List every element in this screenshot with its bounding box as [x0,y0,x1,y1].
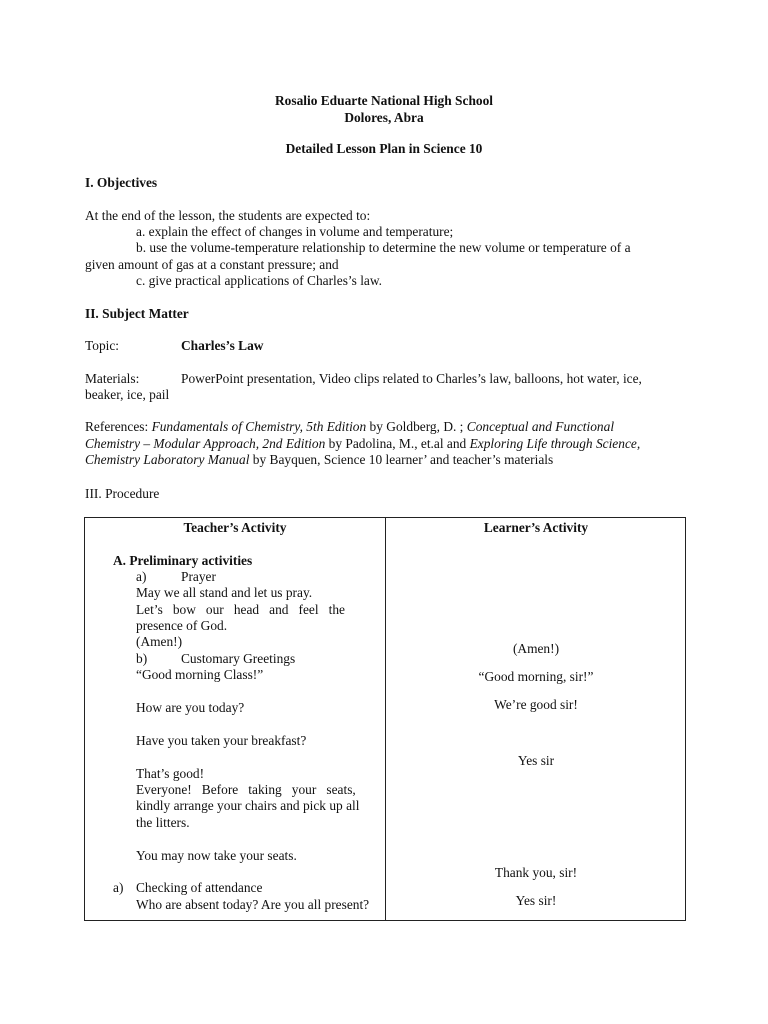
objective-a: a. explain the effect of changes in volume and temperature; [136,224,454,239]
prayer-label: a) [136,569,147,584]
teacher-breakfast: Have you taken your breakfast? [136,733,307,748]
teacher-pray-line1: May we all stand and let us pray. [136,585,313,600]
procedure-table [84,517,686,921]
objectives-intro: At the end of the lesson, the students are expected to: [85,208,371,223]
procedure-heading: III. Procedure [85,486,160,501]
topic-label: Topic: [85,338,120,353]
reference-title-3a: Exploring Life through Science, [469,436,641,451]
objective-b-line1: b. use the volume-temperature relationship to determine the new volume or temperature of a [136,240,631,255]
teacher-everyone-line3: the litters. [136,815,190,830]
objective-b-line2: given amount of gas at a constant pressure; and [85,257,339,272]
teacher-pray-line3: presence of God. [136,618,228,633]
reference-author-1: by Goldberg, D. ; [369,419,464,434]
teacher-amen: (Amen!) [136,634,183,649]
teacher-everyone-line2: kindly arrange your chairs and pick up all [136,798,360,813]
learner-were-good: We’re good sir! [494,697,578,712]
teacher-column-header: Teacher’s Activity [183,520,287,535]
reference-author-3: by Bayquen, Science 10 learner’ and teacher’s materials [252,452,554,467]
teacher-good-morning: “Good morning Class!” [136,667,264,682]
column-divider [385,518,386,920]
objectives-heading: I. Objectives [85,175,158,190]
learner-yes-sir: Yes sir [517,753,555,768]
greetings-label: b) [136,651,148,666]
teacher-take-seats: You may now take your seats. [136,848,297,863]
materials-line2: beaker, ice, pail [85,387,170,402]
attendance-item: Checking of attendance [136,880,263,895]
learner-yes-sir-2: Yes sir! [515,893,557,908]
materials-label: Materials: [85,371,140,386]
reference-title-2b: Chemistry – Modular Approach, 2nd Edition [85,436,326,451]
document-title: Detailed Lesson Plan in Science 10 [285,141,483,156]
reference-title-3b: Chemistry Laboratory Manual [85,452,250,467]
preliminary-activities: A. Preliminary activities [113,553,253,568]
references-label: References: [85,419,149,434]
reference-author-2: by Padolina, M., et.al and [328,436,467,451]
materials-line1: PowerPoint presentation, Video clips related to Charles’s law, balloons, hot water, ice, [181,371,642,386]
references-line3 [85,452,553,468]
topic-value: Charles’s Law [181,338,264,353]
learner-column-header: Learner’s Activity [483,520,589,535]
teacher-thats-good: That’s good! [136,766,205,781]
teacher-everyone-line1: Everyone! Before taking your seats, [136,782,356,797]
learner-good-morning: “Good morning, sir!” [478,669,594,684]
learner-thank-you: Thank you, sir! [494,865,578,880]
subject-matter-heading: II. Subject Matter [85,306,189,321]
objective-c: c. give practical applications of Charles’s law. [136,273,383,288]
reference-title-2a: Conceptual and Functional [466,419,615,434]
references-line2 [85,436,677,452]
reference-title-1: Fundamentals of Chemistry, 5th Edition [151,419,367,434]
references-line1 [85,419,677,435]
teacher-how-are-you: How are you today? [136,700,245,715]
school-name: Rosalio Eduarte National High School [275,93,493,108]
prayer-item: Prayer [181,569,216,584]
greetings-item: Customary Greetings [181,651,296,666]
school-location: Dolores, Abra [344,110,424,125]
teacher-absent-question: Who are absent today? Are you all present? [136,897,370,912]
attendance-label: a) [113,880,124,895]
learner-amen: (Amen!) [512,641,560,656]
teacher-pray-line2: Let’s bow our head and feel the [136,602,345,617]
